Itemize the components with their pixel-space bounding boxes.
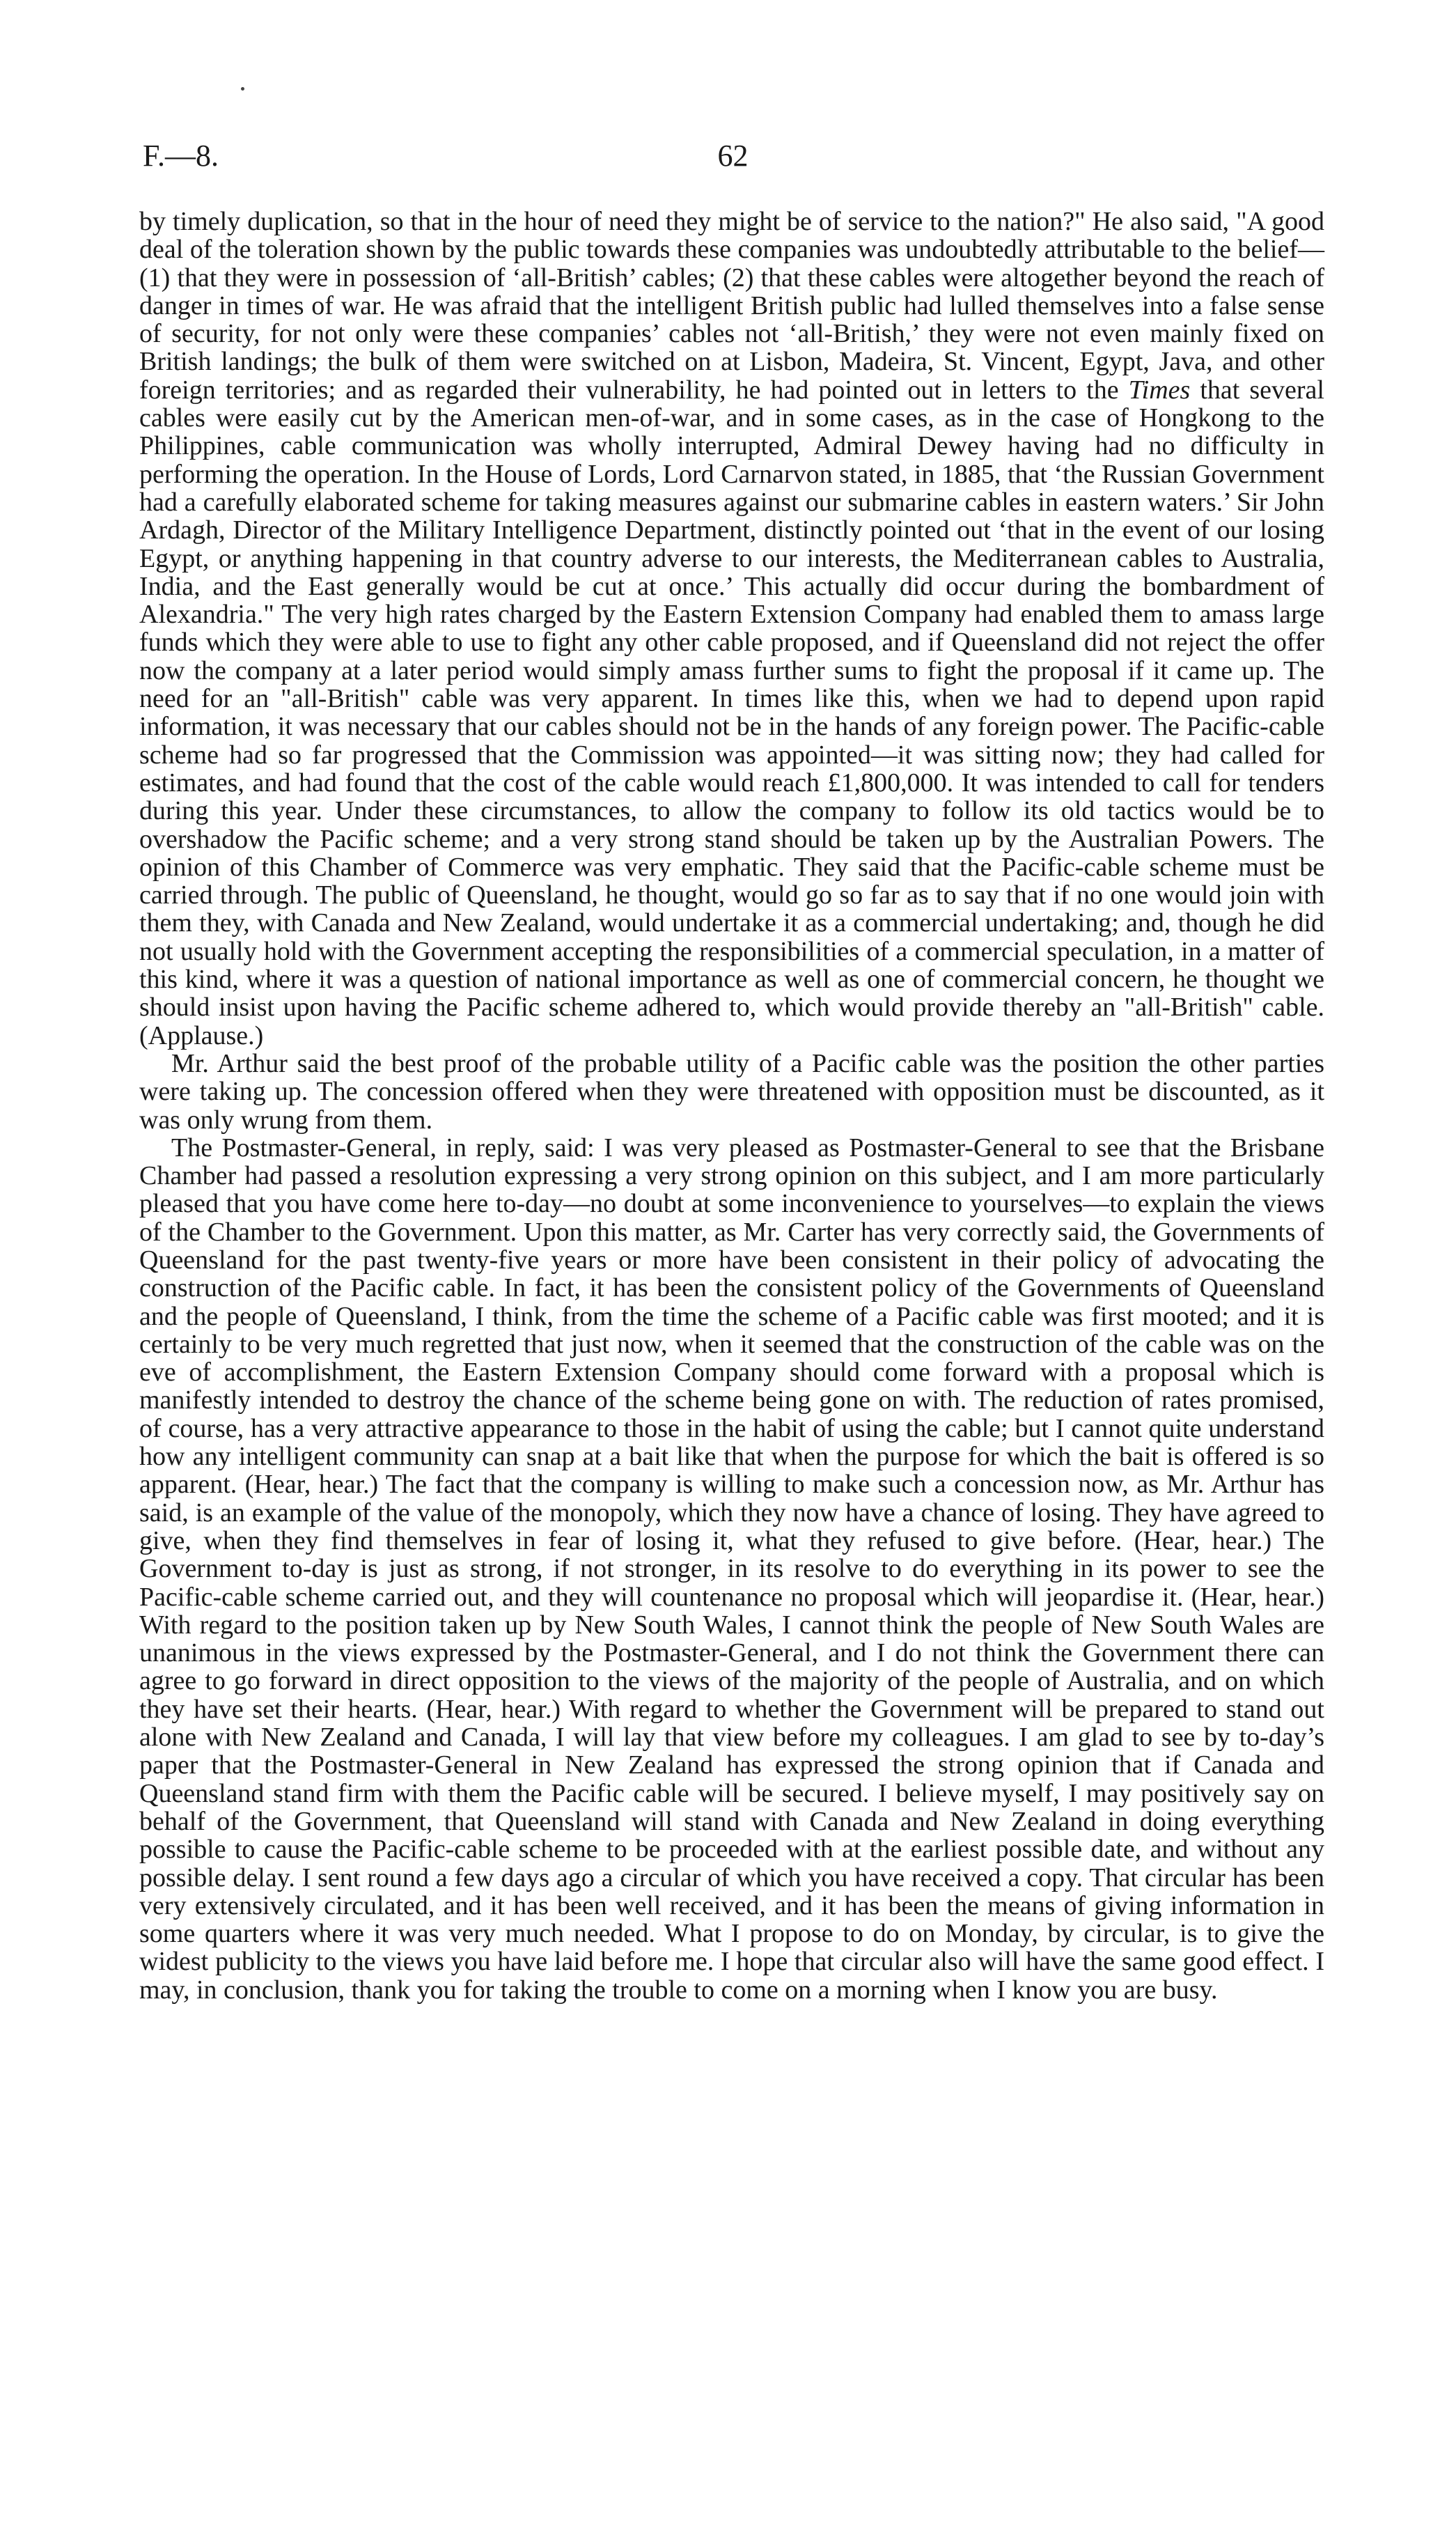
paragraph-mr-arthur: Mr. Arthur said the best proof of the probable utility of a Pacific cable was the position the other parties were taking up. The concession offered when they were threatened with opposition must be discounted, as it was only wrung from them.: [139, 1048, 1324, 1135]
paragraph-continued: by timely duplication, so that in the hour of need they might be of service to the nation?" He also said, "A good deal of the toleration shown by the public towards these companies was undoubtedly attributable to the belief—(1) that they were in possession of ‘all-British’ cables; (2) that these cables were altogether beyond the reach of danger in times of war. He was afraid that the intelligent British public had lulled themselves into a false sense of security, for not only were these companies’ cables not ‘all-British,’ they were not even mainly fixed on British landings; the bulk of them were switched on at Lisbon, Madeira, St. Vincent, Egypt, Java, and other foreign territories; and as regarded their vulnerability, he had pointed out in letters to the Times that several cables were easily cut by the American men-of-war, and in some cases, as in the case of Hongkong to the Philippines, cable communication was wholly interrupted, Admiral Dewey having had no difficulty in performing the operation. In the House of Lords, Lord Carnarvon stated, in 1885, that ‘the Russian Government had a carefully elaborated scheme for taking measures against our submarine cables in eastern waters.’ Sir John Ardagh, Director of the Military Intelligence Department, distinctly pointed out ‘that in the event of our losing Egypt, or anything happening in that country adverse to our interests, the Mediterranean cables to Australia, India, and the East generally would be cut at once.’ This actually did occur during the bombardment of Alexandria." The very high rates charged by the Eastern Extension Company had enabled them to amass large funds which they were able to use to fight any other cable proposed, and if Queensland did not reject the offer now the company at a later period would simply amass further sums to fight the proposal if it came up. The need for an "all-British" cable was very apparent. In times like this, when we had to depend upon rapid information, it was necessary that our cables should not be in the hands of any foreign power. The Pacific-cable scheme had so far progressed that the Commission was appointed—it was sitting now; they had called for estimates, and had found that the cost of the cable would reach £1,800,000. It was intended to call for tenders during this year. Under these circumstances, to allow the company to follow its old tactics would be to overshadow the Pacific scheme; and a very strong stand should be taken up by the Australian Powers. The opinion of this Chamber of Commerce was very emphatic. They said that the Pacific-cable scheme must be carried through. The public of Queensland, he thought, would go so far as to say that if no one would join with them they, with Canada and New Zealand, would undertake it as a commercial undertaking; and, though he did not usually hold with the Government accepting the responsibilities of a commercial speculation, in a matter of this kind, where it was a question of national importance as well as one of commercial concern, he thought we should insist upon having the Pacific scheme adhered to, which would provide thereby an "all-British" cable. (Applause.): [139, 207, 1324, 1050]
paragraph-postmaster-general-reply: The Postmaster-General, in reply, said: I was very pleased as Postmaster-General to see that the Brisbane Chamber had passed a resolution expressing a very strong opinion on this subject, and I am more particularly pleased that you have come here to-day—no doubt at some inconvenience to yourselves—to explain the views of the Chamber to the Government. Upon this matter, as Mr. Carter has very correctly said, the Governments of Queensland for the past twenty-five years or more have been consistent in their policy of advocating the construction of the Pacific cable. In fact, it has been the consistent policy of the Governments of Queensland and the people of Queensland, I think, from the time the scheme of a Pacific cable was first mooted; and it is certainly to be very much regretted that just now, when it seemed that the construction of the cable was on the eve of accomplishment, the Eastern Extension Company should come forward with a proposal which is manifestly intended to destroy the chance of the scheme being gone on with. The reduction of rates promised, of course, has a very attractive appearance to those in the habit of using the cable; but I cannot quite understand how any intelligent community can snap at a bait like that when the purpose for which the bait is offered is so apparent. (Hear, hear.) The fact that the company is willing to make such a concession now, as Mr. Arthur has said, is an example of the value of the monopoly, which they now have a chance of losing. They have agreed to give, when they find themselves in fear of losing it, what they refused to give before. (Hear, hear.) The Government to-day is just as strong, if not stronger, in its resolve to do everything in its power to see the Pacific-cable scheme carried out, and they will countenance no proposal which will jeopardise it. (Hear, hear.) With regard to the position taken up by New South Wales, I cannot think the people of New South Wales are unanimous in the views expressed by the Postmaster-General, and I do not think the Government there can agree to go forward in direct opposition to the views of the majority of the people of Australia, and on which they have set their hearts. (Hear, hear.) With regard to whether the Government will be prepared to stand out alone with New Zealand and Canada, I will lay that view before my colleagues. I am glad to see by to-day’s paper that the Postmaster-General in New Zealand has expressed the strong opinion that if Canada and Queensland stand firm with them the Pacific cable will be secured. I believe myself, I may positively say on behalf of the Government, that Queensland will stand with Canada and New Zealand in doing everything possible to cause the Pacific-cable scheme to be proceeded with at the earliest possible date, and without any possible delay. I sent round a few days ago a circular of which you have received a copy. That circular has been very extensively circulated, and it has been well received, and it has been the means of giving information in some quarters where it was very much needed. What I propose to do on Monday, by circular, is to give the widest publicity to the views you have laid before me. I hope that circular also will have the same good effect. I may, in conclusion, thank you for taking the trouble to come on a morning when I know you are busy.: [139, 1133, 1324, 2005]
body-text: [139, 208, 1324, 2004]
page-header: [143, 138, 1323, 180]
newspaper-title: Times: [1128, 375, 1191, 405]
paper-reference: F.—8.: [143, 139, 219, 173]
page-number: 62: [717, 139, 749, 173]
stray-dot: [241, 87, 244, 91]
